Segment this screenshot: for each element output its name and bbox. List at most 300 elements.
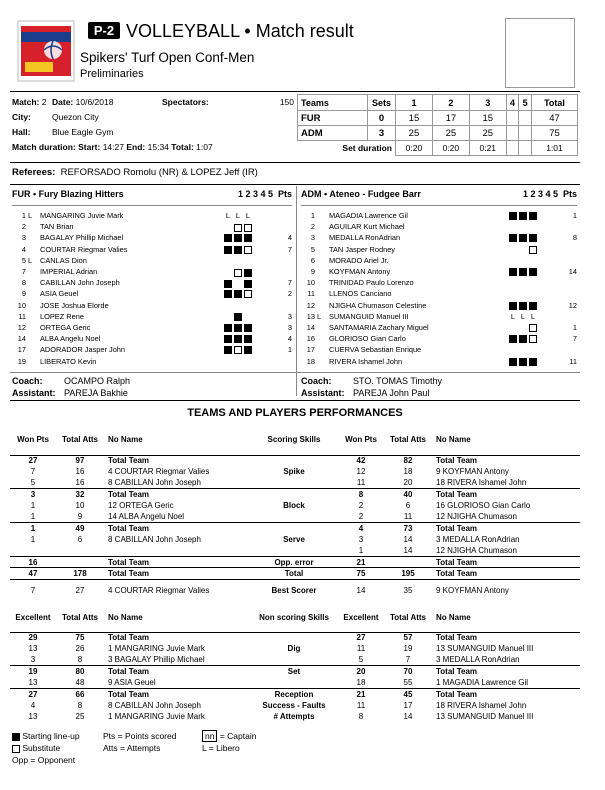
player-number: 14 [17,334,26,344]
score-row-fur [298,111,578,126]
perf-won: 27 [338,632,384,643]
legend-col-1 [12,730,80,766]
starting-square-icon [224,290,232,298]
perf-total: 14 [403,535,413,545]
nonscoring-skills-header: Non scoring Skills [259,612,329,622]
empty-set-slot [519,345,527,353]
team-code: FUR [298,111,368,126]
perf-won: 14 [338,579,384,601]
player-points: 8 [572,233,577,243]
player-row [301,277,577,288]
document-code-badge: P-2 [88,22,120,39]
player-row [12,277,292,288]
perf-won: 7 [10,579,56,601]
player-number: 3 [310,233,315,243]
player-number: 1 [21,211,26,221]
player-role [28,232,38,243]
player-role [317,300,327,311]
perf-total: 57 [384,632,432,643]
perf-won: 11 [356,478,366,488]
scoring-skills-table [10,425,580,601]
assistant-name: PAREJA Bakhie [64,388,128,398]
libero-marker: L [235,211,241,221]
player-set-markers [224,311,272,322]
perf-total: 10 [75,501,85,511]
coaches-adm [301,375,442,399]
player-role [317,232,327,243]
perf-won: 5 [358,655,364,665]
player-points [557,277,577,288]
player-points: 11 [569,356,577,366]
city-value: Quezon City [52,111,99,122]
coach-name: OCAMPO Ralph [64,376,131,386]
player-name: MANGARING Juvie Mark [40,211,124,221]
player-role: L [28,211,33,221]
perf-name: Total Team [104,688,250,699]
assistant-label: Assistant: [12,388,56,398]
team-name: FUR • Fury Blazing Hitters [12,189,124,199]
player-row [301,344,577,355]
player-points [272,210,292,221]
starting-square-icon [519,212,527,220]
player-name: GLORIOSO Gian Carlo [329,334,406,344]
player-number: 4 [21,244,26,254]
starting-square-icon [244,346,252,354]
perf-won: 16 [10,557,56,568]
performance-row [10,557,580,568]
perf-won: 1 [10,523,56,534]
score-header-set5: 5 [519,95,532,111]
match-number: 2 [41,96,47,107]
perf-skill: Dig [287,644,301,654]
performance-row [10,677,580,688]
player-set-markers [224,232,272,243]
player-role [317,244,327,255]
player-name: KOYFMAN Antony [329,267,391,277]
performance-row [10,688,580,699]
set-score: 25 [469,126,506,141]
empty-set-slot [234,255,242,263]
player-row [301,322,577,333]
perf-skill: Serve [283,535,305,545]
player-role: L [317,311,322,321]
set-duration: 0:21 [469,141,506,156]
name-header: No Name [436,612,471,622]
player-set-markers [224,322,272,333]
player-number: 17 [17,345,26,355]
perf-name: 4 COURTAR Riegmar Valies [108,467,210,477]
legend-captain-box: nn [202,730,217,742]
player-points: 7 [287,244,292,254]
total-time: 1:07 [196,142,213,152]
score-header-teams: Teams [298,95,368,111]
player-name: LLENOS Canciano [329,289,392,299]
player-row [12,210,292,221]
perf-total: 8 [77,655,83,665]
set-columns-header: 1 2 3 4 5 [522,189,558,199]
performance-row [10,568,580,579]
perf-name: Total Team [432,632,580,643]
player-role [317,255,327,266]
empty-set-slot [519,222,527,230]
perf-name: Total Team [104,557,250,568]
player-number: 8 [21,278,26,288]
player-number: 5 [310,244,315,254]
player-number: 10 [306,278,315,288]
perf-name: 1 MANGARING Juvie Mark [108,712,205,722]
performance-row [10,711,580,722]
set-score [519,126,532,141]
player-name: NJIGHA Chumason Celestine [329,300,427,310]
perf-total: 19 [403,644,413,654]
score-row-adm [298,126,578,141]
starting-square-icon [234,335,242,343]
empty-set-slot [519,244,527,252]
starting-square-icon [519,358,527,366]
perf-won: 2 [358,501,364,511]
set-duration: 0:20 [396,141,433,156]
performances-title: TEAMS AND PLAYERS PERFORMANCES [187,407,403,419]
perf-name: 1 MAGADIA Lawrence Gil [436,678,529,688]
start-time: 14:27 [102,142,124,152]
perf-name: 9 KOYFMAN Antony [436,467,509,477]
performance-row [10,523,580,534]
player-row [12,344,292,355]
perf-total: 6 [405,501,411,511]
perf-won: 21 [338,557,384,568]
empty-set-slot [244,300,252,308]
best-scorer-row [10,579,580,601]
perf-total: 16 [75,478,85,488]
total-atts-header: Total Atts [62,434,98,444]
player-number: 18 [306,356,315,366]
perf-total [56,545,104,556]
starting-square-icon [244,280,252,288]
name-header: No Name [108,434,143,444]
perf-skill [250,489,338,500]
perf-skill: Reception [250,688,338,699]
perf-skill [250,545,338,556]
perf-won: 7 [30,467,36,477]
league-logo [17,20,75,82]
set-duration-label: Set duration [342,143,392,154]
player-name: ALBA Angelu Noel [40,334,101,344]
player-name: IMPERIAL Adrian [40,267,98,277]
performance-row [10,643,580,654]
perf-won: 27 [10,455,56,466]
score-header-set4: 4 [506,95,519,111]
player-set-markers [509,244,557,255]
perf-won: 42 [338,455,384,466]
hall-value: Blue Eagle Gym [52,126,114,137]
player-number: 6 [310,255,315,265]
perf-name: 1 MANGARING Juvie Mark [108,644,205,654]
set-duration [519,141,532,156]
substitute-square-icon [244,246,252,254]
empty-set-slot [529,255,537,263]
empty-set-slot [509,289,517,297]
perf-total: 32 [56,489,104,500]
player-set-markers [224,333,272,344]
player-name: TAN Brian [40,222,74,232]
perf-skill: Set [250,666,338,677]
perf-won: 3 [10,489,56,500]
substitute-square-icon [234,269,242,277]
starting-square-icon [224,246,232,254]
starting-square-icon [234,313,242,321]
perf-total: 49 [56,523,104,534]
player-role [317,333,327,344]
starting-square-icon [529,302,537,310]
starting-square-icon [509,234,517,242]
player-name: JOSE Joshua Elorde [40,300,109,310]
player-row [301,288,577,299]
perf-won: 1 [30,501,36,511]
player-name: LIBERATO Kevin [40,356,97,366]
player-role [28,311,38,322]
empty-set-slot [509,244,517,252]
match-label: Match: [12,96,40,107]
empty-set-slot [224,222,232,230]
player-points: 7 [287,278,292,288]
perf-won: 19 [10,666,56,677]
player-number: 12 [306,300,315,310]
empty-set-slot [224,311,232,319]
player-name: RIVERA Ishamel John [329,356,403,366]
perf-won: 8 [358,712,364,722]
substitute-square-icon [244,224,252,232]
perf-skill [250,455,338,466]
won-pts-header: Won Pts [345,434,377,444]
assistant-name: PAREJA John Paul [353,388,430,398]
player-name: CANLAS Dion [40,255,87,265]
empty-set-slot [519,255,527,263]
substitute-square-icon [529,246,537,254]
date-label: Date: [52,96,74,107]
starting-square-icon [12,733,20,741]
empty-set-slot [234,278,242,286]
empty-set-slot [244,311,252,319]
perf-name: 9 KOYFMAN Antony [432,579,580,601]
perf-skill: Block [283,501,305,511]
player-name: TAN Jasper Rodney [329,244,395,254]
player-row [12,322,292,333]
libero-marker: L [245,211,251,221]
spectators-count: 150 [279,96,294,107]
player-name: CUERVA Sebastian Enrique [329,345,422,355]
excellent-header: Excellent [15,612,51,622]
perf-name: Total Team [432,489,580,500]
perf-won: 12 [356,467,366,477]
starting-square-icon [234,246,242,254]
assistant-label: Assistant: [301,388,345,398]
substitute-square-icon [12,745,20,753]
performance-row [10,511,580,522]
legend-libero: L = Libero [202,743,240,753]
player-number: 3 [21,233,26,243]
perf-name: 9 ASIA Geuel [108,678,156,688]
starting-square-icon [224,335,232,343]
player-points: 12 [568,300,577,310]
perf-total: 26 [75,644,85,654]
empty-set-slot [509,278,517,286]
empty-set-slot [529,289,537,297]
starting-square-icon [234,290,242,298]
perf-skill: Success - Faults [262,700,326,710]
player-number: 13 [306,311,315,321]
empty-set-slot [529,278,537,286]
player-name: ORTEGA Geric [40,322,91,332]
perf-total: 17 [403,700,413,710]
match-info [12,95,294,152]
perf-total: 6 [77,535,83,545]
perf-won: 4 [30,700,36,710]
total-points: 75 [532,126,578,141]
perf-total: 7 [405,655,411,665]
player-name: BAGALAY Phillip Michael [40,233,124,243]
starting-square-icon [529,212,537,220]
player-role [28,333,38,344]
perf-name: 13 SUMANGUID Manuel III [436,644,534,654]
starting-square-icon [519,335,527,343]
coach-name: STO. TOMAS Timothy [353,376,443,386]
team-code: ADM [298,126,368,141]
perf-name: Total Team [432,568,580,579]
perf-name: 8 CABILLAN John Joseph [108,478,201,488]
total-atts-header: Total Atts [390,612,426,622]
empty-set-slot [519,322,527,330]
match-date: 10/6/2018 [75,96,114,107]
perf-total: 16 [75,467,85,477]
starting-square-icon [519,268,527,276]
perf-name: 12 NJIGHA Chumason [436,546,517,556]
perf-name: 13 SUMANGUID Manuel III [436,712,534,722]
player-set-markers [509,288,557,299]
perf-name: Total Team [432,523,580,534]
perf-won: 20 [338,666,384,677]
player-set-markers [224,300,272,311]
player-role [317,210,327,221]
substitute-square-icon [529,335,537,343]
player-role [317,355,327,366]
player-name: MORADO Ariel Jr. [329,255,389,265]
perf-name: Total Team [432,666,580,677]
player-points: 14 [568,267,577,277]
performance-row [10,500,580,511]
perf-name: Total Team [104,523,250,534]
perf-name: Total Team [104,666,250,677]
perf-name: Total Team [104,568,250,579]
perf-total: 70 [384,666,432,677]
perf-skill: # Attempts [273,712,315,722]
player-points: 3 [287,311,292,321]
referees [12,167,258,178]
player-row [301,355,577,366]
empty-set-slot [224,300,232,308]
perf-won: 75 [338,568,384,579]
player-set-markers [509,232,557,243]
player-name: LOPEZ Rene [40,311,84,321]
perf-skill [250,677,338,688]
perf-name: 8 CABILLAN John Joseph [108,535,201,545]
perf-name: Total Team [104,632,250,643]
player-points [272,355,292,366]
empty-set-slot [234,356,242,364]
match-duration [12,142,294,152]
perf-name: Total Team [432,455,580,466]
player-set-markers [224,266,272,277]
perf-skill: Total [250,568,338,579]
player-number: 5 [21,255,26,265]
set-duration-row [298,141,578,156]
starting-square-icon [529,358,537,366]
set-duration-total: 1:01 [532,141,578,156]
perf-name: 8 CABILLAN John Joseph [108,700,201,710]
set-score: 15 [396,111,433,126]
player-set-markers [509,210,557,221]
player-role [28,322,38,333]
player-role [317,322,327,333]
roster-divider [296,186,297,396]
empty-set-slot [234,300,242,308]
set-score: 17 [432,111,469,126]
set-score [506,111,519,126]
perf-name: 18 RIVERA Ishamel John [436,478,527,488]
empty-set-slot [519,289,527,297]
referees-label: Referees: [12,167,56,178]
page-title: VOLLEYBALL • Match result [126,21,354,41]
player-set-markers [509,311,557,322]
starting-square-icon [529,268,537,276]
city-label: City: [12,111,31,122]
starting-square-icon [529,234,537,242]
perf-won: 1 [30,535,36,545]
set-score: 25 [396,126,433,141]
player-points [557,288,577,299]
set-score: 15 [469,111,506,126]
legend-starting: Starting line-up [22,731,80,741]
substitute-square-icon [529,324,537,332]
competition-phase: Preliminaries [80,68,144,80]
starting-square-icon [509,302,517,310]
empty-set-slot [509,322,517,330]
perf-skill: Spike [283,467,305,477]
performance-row [10,534,580,545]
player-row [301,232,577,243]
competition-name: Spikers' Turf Open Conf-Men [80,50,255,65]
perf-won: 13 [28,712,38,722]
sets-won: 0 [368,111,396,126]
perf-total: 25 [75,712,85,722]
perf-name: Total Team [104,489,250,500]
spectators-label: Spectators: [162,96,209,107]
player-number: 10 [17,300,26,310]
perf-total: 97 [56,455,104,466]
score-header-set1: 1 [396,95,433,111]
player-row [12,266,292,277]
libero-marker: L [520,311,526,321]
perf-name: 18 RIVERA Ishamel John [436,700,527,710]
player-points [272,300,292,311]
coaches-fur [12,375,130,399]
player-points [272,221,292,232]
divider [10,162,580,163]
starting-square-icon [519,302,527,310]
perf-won: 21 [338,688,384,699]
perf-won [10,545,56,556]
player-row [12,244,292,255]
starting-square-icon [509,358,517,366]
